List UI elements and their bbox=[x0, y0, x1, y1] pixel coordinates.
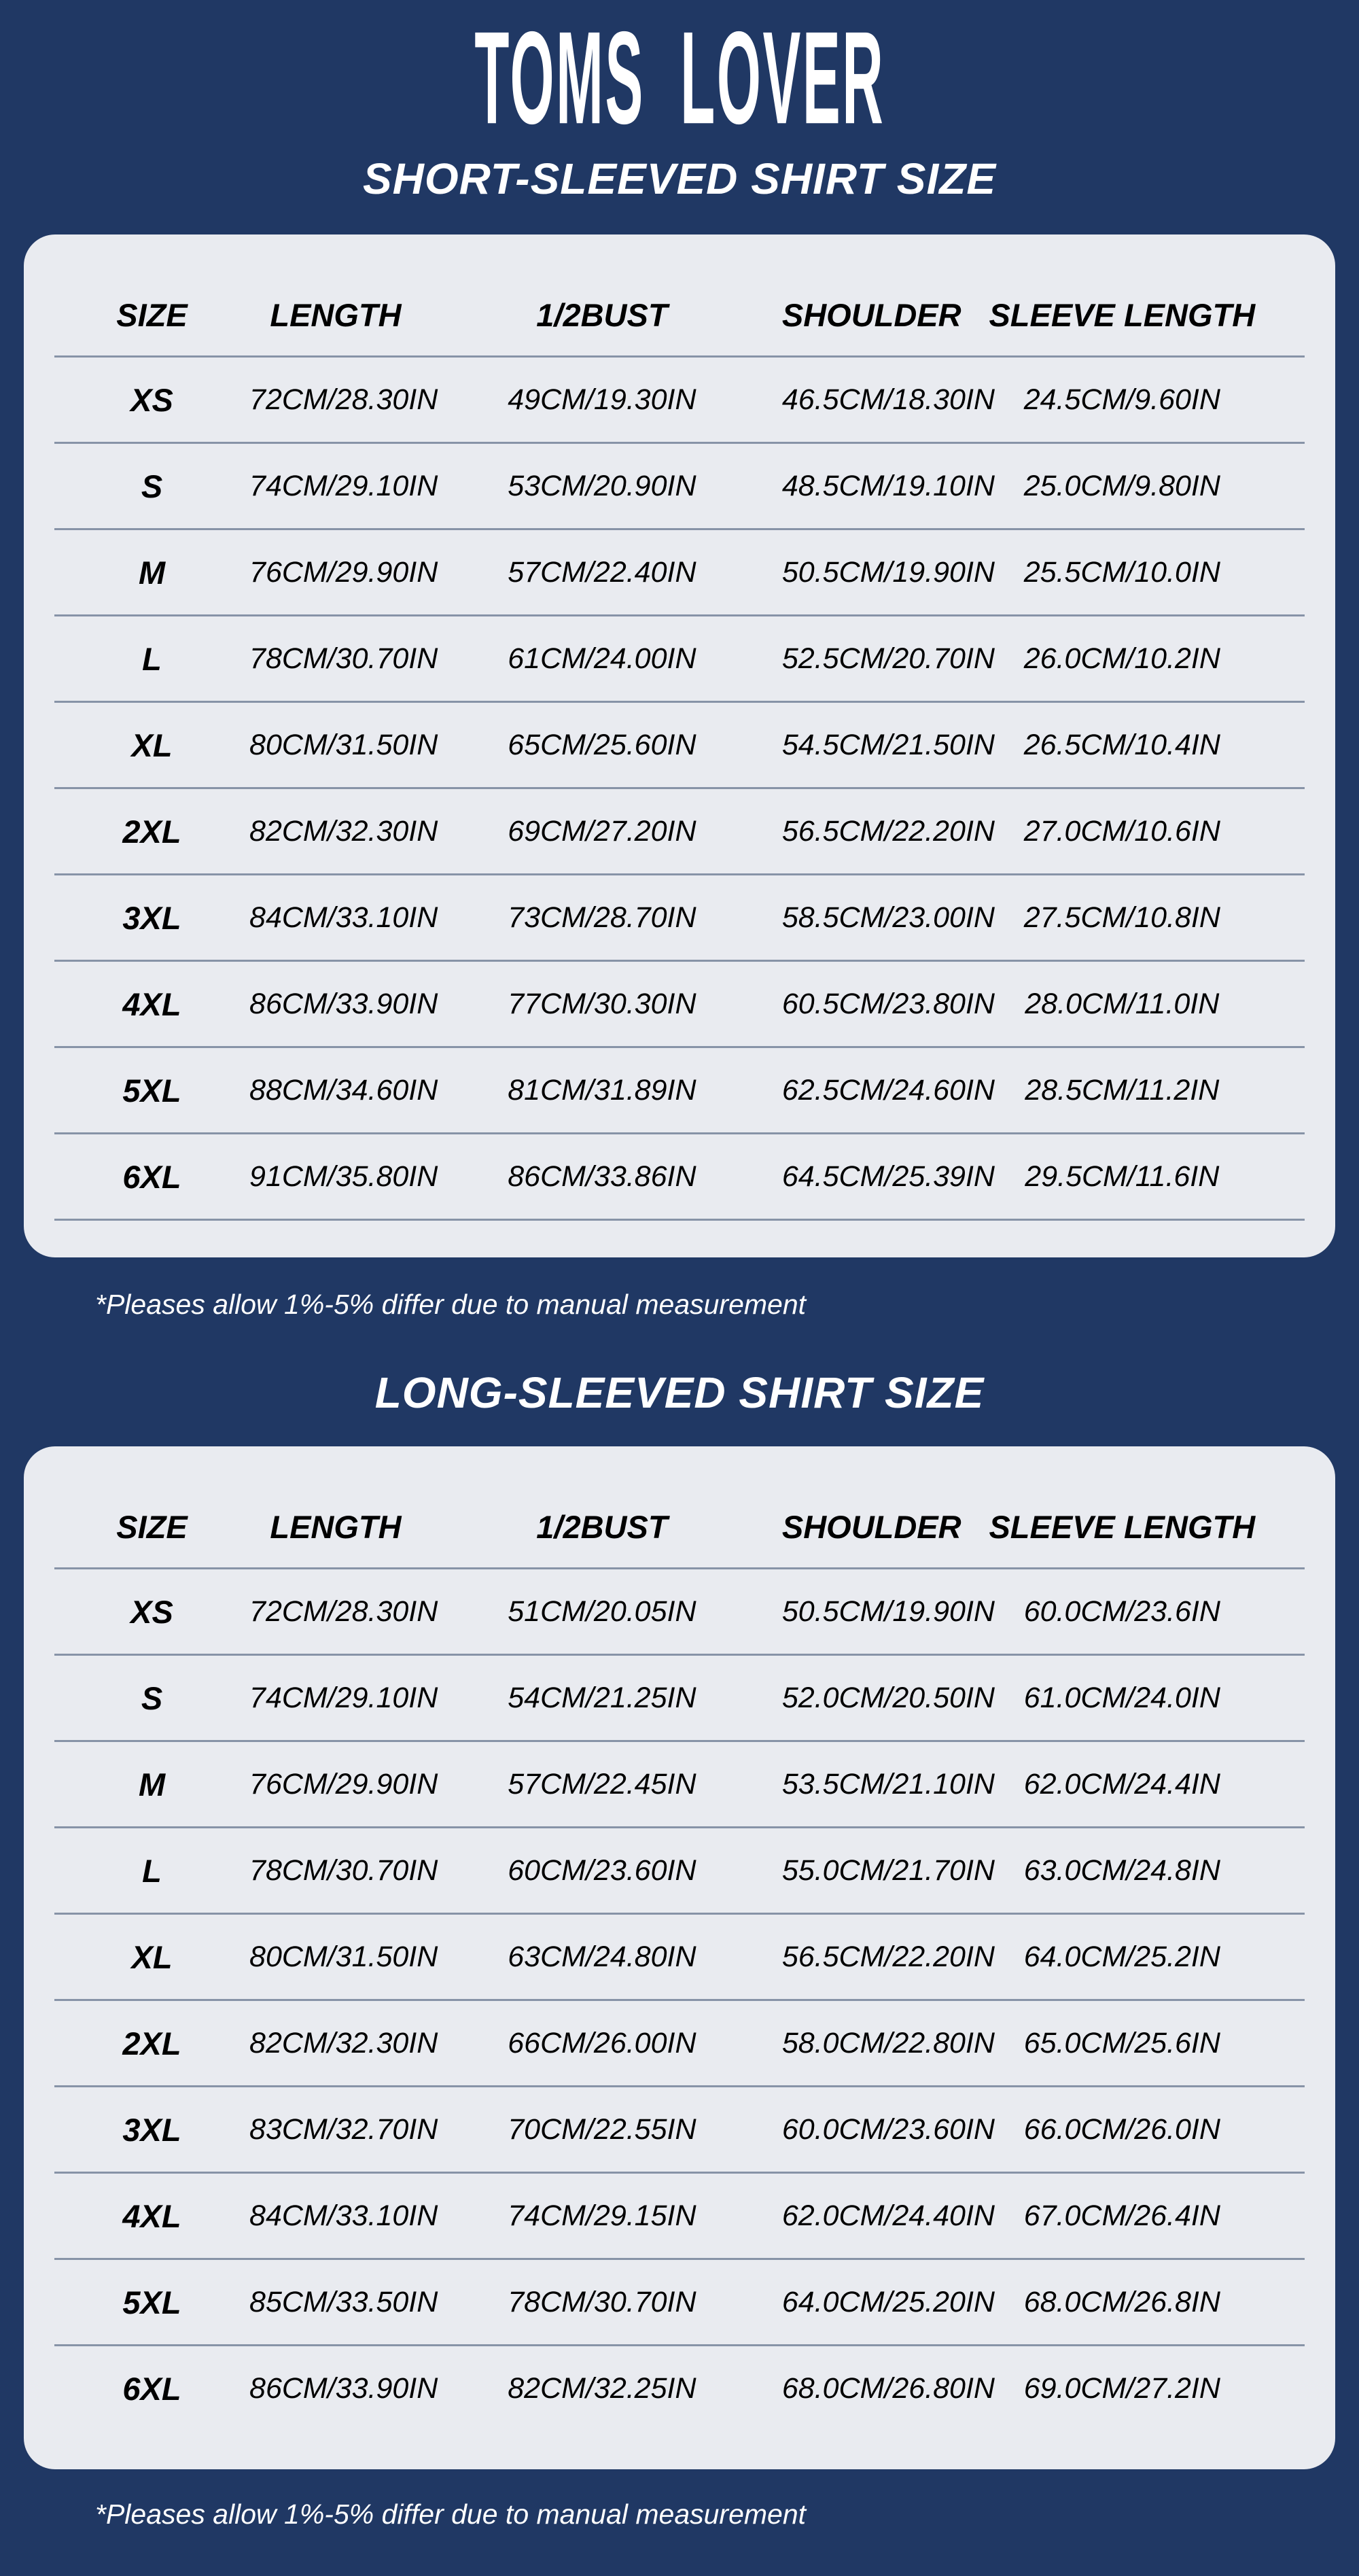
measurement-cell: 64.5CM/25.39IN bbox=[781, 1160, 995, 1193]
size-cell: 5XL bbox=[122, 2284, 181, 2320]
table-row bbox=[54, 444, 1305, 530]
measurement-cell: 48.5CM/19.10IN bbox=[781, 469, 995, 502]
table-row bbox=[54, 530, 1305, 616]
size-cell: 6XL bbox=[122, 2370, 181, 2407]
size-cell: M bbox=[138, 1766, 166, 1803]
measurement-cell: 62.0CM/24.4IN bbox=[1023, 1767, 1220, 1800]
measurement-cell: 60.0CM/23.60IN bbox=[781, 2112, 995, 2146]
size-cell: XS bbox=[130, 1593, 173, 1630]
table-row bbox=[54, 875, 1305, 962]
table-row bbox=[54, 1656, 1305, 1742]
measurement-cell: 62.0CM/24.40IN bbox=[781, 2199, 995, 2232]
size-cell: XS bbox=[130, 381, 173, 418]
measurement-cell: 53.5CM/21.10IN bbox=[781, 1767, 995, 1800]
header-cell: 1/2BUST bbox=[536, 296, 668, 333]
table-row bbox=[54, 616, 1305, 703]
measurement-cell: 60.0CM/23.6IN bbox=[1023, 1595, 1220, 1628]
measurement-cell: 60CM/23.60IN bbox=[508, 1853, 696, 1887]
measurement-cell: 29.5CM/11.6IN bbox=[1025, 1160, 1220, 1193]
header-cell: SIZE bbox=[116, 1508, 188, 1545]
measurement-cell: 84CM/33.10IN bbox=[249, 901, 438, 934]
measurement-cell: 54.5CM/21.50IN bbox=[781, 728, 995, 761]
measurement-cell: 26.0CM/10.2IN bbox=[1023, 642, 1220, 675]
size-cell: 3XL bbox=[122, 899, 181, 936]
header-cell: SHOULDER bbox=[781, 1508, 961, 1545]
measurement-cell: 64.0CM/25.2IN bbox=[1023, 1940, 1220, 1973]
header-cell: SHOULDER bbox=[781, 296, 961, 333]
header-row bbox=[54, 274, 1305, 358]
table-row bbox=[54, 2001, 1305, 2087]
measurement-cell: 68.0CM/26.8IN bbox=[1023, 2285, 1220, 2318]
size-cell: S bbox=[141, 1679, 163, 1716]
measurement-cell: 25.0CM/9.80IN bbox=[1023, 469, 1220, 502]
measurement-cell: 85CM/33.50IN bbox=[249, 2285, 438, 2318]
measurement-cell: 58.5CM/23.00IN bbox=[781, 901, 995, 934]
measurement-cell: 27.0CM/10.6IN bbox=[1023, 814, 1220, 848]
measurement-cell: 24.5CM/9.60IN bbox=[1023, 383, 1220, 416]
measurement-cell: 50.5CM/19.90IN bbox=[781, 1595, 995, 1628]
size-cell: 6XL bbox=[122, 1158, 181, 1195]
measurement-cell: 61.0CM/24.0IN bbox=[1023, 1681, 1220, 1714]
measurement-cell: 26.5CM/10.4IN bbox=[1023, 728, 1220, 761]
measurement-cell: 72CM/28.30IN bbox=[249, 1595, 438, 1628]
measurement-cell: 63CM/24.80IN bbox=[508, 1940, 696, 1973]
measurement-cell: 74CM/29.10IN bbox=[249, 1681, 438, 1714]
table-row bbox=[54, 1915, 1305, 2001]
measurement-cell: 51CM/20.05IN bbox=[508, 1595, 696, 1628]
table-row bbox=[54, 2346, 1305, 2431]
measurement-cell: 82CM/32.30IN bbox=[249, 814, 438, 848]
table-row bbox=[54, 1742, 1305, 1828]
measurement-cell: 28.5CM/11.2IN bbox=[1025, 1073, 1220, 1107]
size-cell: S bbox=[141, 468, 163, 504]
brand-logo-text: TOMS LOVER bbox=[474, 4, 885, 152]
measurement-cell: 78CM/30.70IN bbox=[508, 2285, 696, 2318]
measurement-cell: 66CM/26.00IN bbox=[508, 2026, 696, 2059]
measurement-cell: 65.0CM/25.6IN bbox=[1023, 2026, 1220, 2059]
measurement-cell: 86CM/33.90IN bbox=[249, 2371, 438, 2405]
table-row bbox=[54, 1569, 1305, 1656]
header-cell: 1/2BUST bbox=[536, 1508, 668, 1545]
header-cell: SLEEVE LENGTH bbox=[989, 296, 1256, 333]
size-cell: 5XL bbox=[122, 1072, 181, 1109]
measurement-cell: 27.5CM/10.8IN bbox=[1023, 901, 1220, 934]
size-cell: M bbox=[138, 554, 166, 591]
measurement-cell: 76CM/29.90IN bbox=[249, 1767, 438, 1800]
measurement-cell: 55.0CM/21.70IN bbox=[781, 1853, 995, 1887]
header-cell: SIZE bbox=[116, 296, 188, 333]
measurement-note-short: *Pleases allow 1%-5% differ due to manual measurement bbox=[95, 1289, 807, 1320]
measurement-cell: 86CM/33.86IN bbox=[508, 1160, 696, 1193]
table-row bbox=[54, 1828, 1305, 1915]
table-row bbox=[54, 1134, 1305, 1221]
measurement-cell: 88CM/34.60IN bbox=[249, 1073, 438, 1107]
measurement-cell: 50.5CM/19.90IN bbox=[781, 555, 995, 589]
size-cell: XL bbox=[131, 1938, 173, 1975]
table-row bbox=[54, 789, 1305, 875]
measurement-cell: 69.0CM/27.2IN bbox=[1023, 2371, 1220, 2405]
size-cell: XL bbox=[131, 727, 173, 763]
measurement-cell: 56.5CM/22.20IN bbox=[781, 814, 995, 848]
header-cell: SLEEVE LENGTH bbox=[989, 1508, 1256, 1545]
table-row bbox=[54, 358, 1305, 444]
measurement-cell: 46.5CM/18.30IN bbox=[781, 383, 995, 416]
size-cell: 4XL bbox=[122, 2197, 181, 2234]
measurement-cell: 68.0CM/26.80IN bbox=[781, 2371, 995, 2405]
measurement-cell: 66.0CM/26.0IN bbox=[1023, 2112, 1220, 2146]
measurement-cell: 25.5CM/10.0IN bbox=[1023, 555, 1220, 589]
measurement-cell: 52.0CM/20.50IN bbox=[781, 1681, 995, 1714]
measurement-cell: 61CM/24.00IN bbox=[508, 642, 696, 675]
table-row bbox=[54, 2260, 1305, 2346]
measurement-cell: 73CM/28.70IN bbox=[508, 901, 696, 934]
measurement-cell: 80CM/31.50IN bbox=[249, 1940, 438, 1973]
header-cell: LENGTH bbox=[270, 1508, 402, 1545]
measurement-note-long: *Pleases allow 1%-5% differ due to manual measurement bbox=[95, 2499, 807, 2530]
measurement-cell: 80CM/31.50IN bbox=[249, 728, 438, 761]
measurement-cell: 57CM/22.45IN bbox=[508, 1767, 696, 1800]
measurement-cell: 77CM/30.30IN bbox=[508, 987, 696, 1020]
measurement-cell: 63.0CM/24.8IN bbox=[1023, 1853, 1220, 1887]
short-size-table bbox=[54, 274, 1305, 1221]
measurement-cell: 84CM/33.10IN bbox=[249, 2199, 438, 2232]
measurement-cell: 81CM/31.89IN bbox=[508, 1073, 696, 1107]
size-cell: L bbox=[142, 1852, 162, 1889]
table-row bbox=[54, 2174, 1305, 2260]
measurement-cell: 60.5CM/23.80IN bbox=[781, 987, 995, 1020]
long-sleeved-title: LONG-SLEEVED SHIRT SIZE bbox=[374, 1368, 985, 1417]
size-cell: 3XL bbox=[122, 2111, 181, 2148]
brand-logo bbox=[0, 4, 1359, 152]
table-row bbox=[54, 2087, 1305, 2174]
table-row bbox=[54, 703, 1305, 789]
long-size-table bbox=[54, 1486, 1305, 2431]
measurement-cell: 70CM/22.55IN bbox=[508, 2112, 696, 2146]
measurement-cell: 82CM/32.30IN bbox=[249, 2026, 438, 2059]
measurement-cell: 72CM/28.30IN bbox=[249, 383, 438, 416]
size-cell: 2XL bbox=[122, 2025, 181, 2061]
measurement-cell: 86CM/33.90IN bbox=[249, 987, 438, 1020]
header-cell: LENGTH bbox=[270, 296, 402, 333]
measurement-cell: 49CM/19.30IN bbox=[508, 383, 696, 416]
measurement-cell: 78CM/30.70IN bbox=[249, 642, 438, 675]
measurement-cell: 53CM/20.90IN bbox=[508, 469, 696, 502]
short-size-card bbox=[24, 234, 1335, 1257]
measurement-cell: 78CM/30.70IN bbox=[249, 1853, 438, 1887]
measurement-cell: 62.5CM/24.60IN bbox=[781, 1073, 995, 1107]
measurement-cell: 56.5CM/22.20IN bbox=[781, 1940, 995, 1973]
measurement-cell: 76CM/29.90IN bbox=[249, 555, 438, 589]
measurement-cell: 83CM/32.70IN bbox=[249, 2112, 438, 2146]
measurement-cell: 74CM/29.10IN bbox=[249, 469, 438, 502]
measurement-cell: 91CM/35.80IN bbox=[249, 1160, 438, 1193]
header-row bbox=[54, 1486, 1305, 1569]
table-row bbox=[54, 1048, 1305, 1134]
measurement-cell: 58.0CM/22.80IN bbox=[781, 2026, 995, 2059]
measurement-cell: 54CM/21.25IN bbox=[508, 1681, 696, 1714]
measurement-cell: 28.0CM/11.0IN bbox=[1025, 987, 1220, 1020]
measurement-cell: 65CM/25.60IN bbox=[508, 728, 696, 761]
short-sleeved-title: SHORT-SLEEVED SHIRT SIZE bbox=[362, 154, 997, 203]
size-cell: 4XL bbox=[122, 986, 181, 1022]
long-size-card bbox=[24, 1446, 1335, 2469]
measurement-cell: 57CM/22.40IN bbox=[508, 555, 696, 589]
measurement-cell: 74CM/29.15IN bbox=[508, 2199, 696, 2232]
table-row bbox=[54, 962, 1305, 1048]
measurement-cell: 69CM/27.20IN bbox=[508, 814, 696, 848]
size-cell: L bbox=[142, 640, 162, 677]
measurement-cell: 64.0CM/25.20IN bbox=[781, 2285, 995, 2318]
size-cell: 2XL bbox=[122, 813, 181, 850]
measurement-cell: 67.0CM/26.4IN bbox=[1023, 2199, 1220, 2232]
measurement-cell: 82CM/32.25IN bbox=[508, 2371, 696, 2405]
measurement-cell: 52.5CM/20.70IN bbox=[781, 642, 995, 675]
